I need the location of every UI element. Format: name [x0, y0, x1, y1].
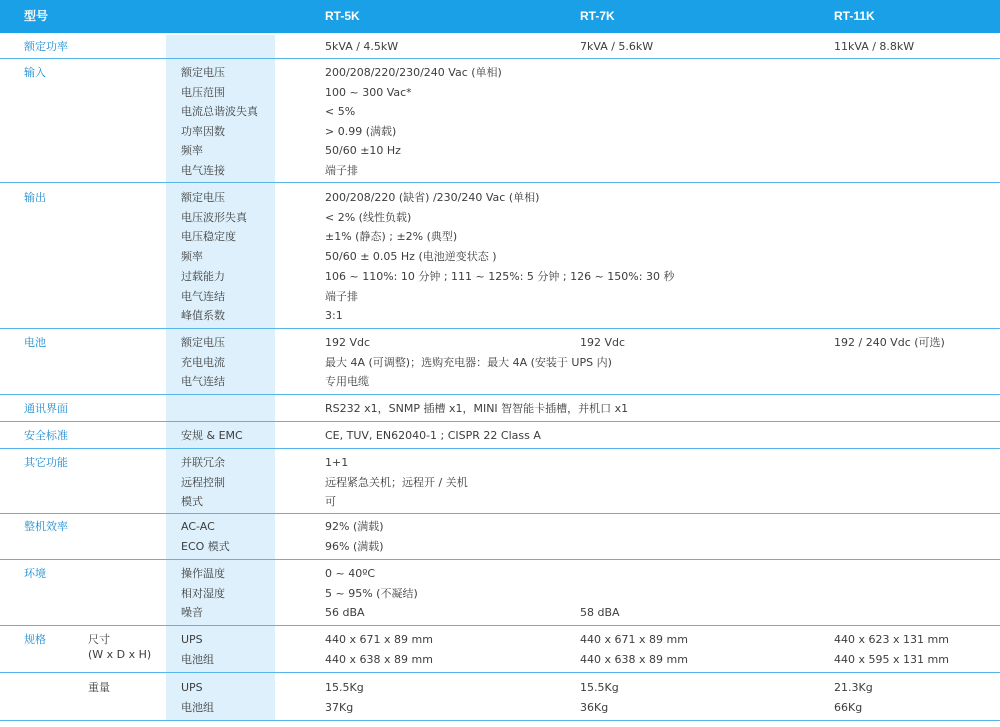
row-label: 额定电压 [181, 191, 225, 204]
value-rt-5k: 端子排 [325, 290, 358, 303]
row-label: 电气连结 [181, 290, 225, 303]
row-label: 额定电压 [181, 336, 225, 349]
value-rt-5k: 50/60 ± 0.05 Hz (电池逆变状态 ) [325, 250, 497, 263]
row-divider [0, 513, 1000, 514]
sub-category-spec: 尺寸 [88, 633, 110, 646]
row-label: 并联冗余 [181, 456, 225, 469]
value-rt-5k: 50/60 ±10 Hz [325, 144, 401, 157]
row-label: 功率因数 [181, 125, 225, 138]
value-rt-7k: 7kVA / 5.6kW [580, 40, 654, 53]
header-rt-5k: RT-5K [325, 9, 360, 23]
row-label: 电池组 [181, 653, 214, 666]
row-label: UPS [181, 633, 203, 646]
category-spec: 规格 [24, 633, 46, 646]
row-label: 模式 [181, 495, 203, 508]
row-divider [0, 448, 1000, 449]
value-rt-11k: 66Kg [834, 701, 863, 714]
value-rt-11k: 440 x 623 x 131 mm [834, 633, 949, 646]
table-header [0, 0, 1000, 33]
value-rt-5k: 端子排 [325, 164, 358, 177]
value-rt-5k: < 5% [325, 105, 356, 118]
row-label: 电气连接 [181, 164, 225, 177]
row-label: 频率 [181, 144, 203, 157]
row-label: 相对湿度 [181, 587, 225, 600]
value-rt-5k: 192 Vdc [325, 336, 371, 349]
category-output: 输出 [24, 191, 46, 204]
value-rt-5k: 56 dBA [325, 606, 365, 619]
category-eff: 整机效率 [24, 520, 68, 533]
row-label: 噪音 [181, 606, 203, 619]
header-rt-11k: RT-11K [834, 9, 875, 23]
value-rt-5k: 100 ~ 300 Vac* [325, 86, 412, 99]
value-rt-7k: 58 dBA [580, 606, 620, 619]
row-label: 充电电流 [181, 356, 225, 369]
category-comm: 通讯界面 [24, 402, 68, 415]
value-rt-5k: 最大 4A (可调整)；选购充电器：最大 4A (安装于 UPS 内) [325, 356, 612, 369]
value-rt-11k: 192 / 240 Vdc (可选) [834, 336, 945, 349]
row-label: 峰值系数 [181, 309, 225, 322]
row-label: 电压范围 [181, 86, 225, 99]
row-label: 电压波形失真 [181, 211, 247, 224]
sub-category-detail-spec: (W x D x H) [88, 648, 152, 661]
value-rt-5k: 远程紧急关机；远程开 / 关机 [325, 476, 468, 489]
row-label: 安规 & EMC [181, 429, 243, 442]
row-label: UPS [181, 681, 203, 694]
value-rt-5k: 92% (满载) [325, 520, 384, 533]
category-power: 额定功率 [24, 40, 68, 53]
value-rt-5k: CE, TUV, EN62040-1 ; CISPR 22 Class A [325, 429, 541, 442]
label-column-bg [166, 35, 275, 58]
header-model: 型号 [24, 9, 49, 23]
value-rt-5k: 专用电缆 [325, 375, 369, 388]
value-rt-11k: 11kVA / 8.8kW [834, 40, 915, 53]
row-label: 操作温度 [181, 567, 225, 580]
row-divider [0, 421, 1000, 422]
header-rt-7k: RT-7K [580, 9, 615, 23]
value-rt-5k: ±1% (静态) ; ±2% (典型) [325, 230, 458, 243]
value-rt-5k: 200/208/220/230/240 Vac (单相) [325, 66, 502, 79]
category-other: 其它功能 [24, 456, 68, 469]
row-label: 电池组 [181, 701, 214, 714]
row-divider [0, 559, 1000, 560]
row-label: 电气连结 [181, 375, 225, 388]
row-label: 频率 [181, 250, 203, 263]
value-rt-5k: 1+1 [325, 456, 349, 469]
row-divider [0, 328, 1000, 329]
value-rt-5k: 3:1 [325, 309, 343, 322]
value-rt-11k: 440 x 595 x 131 mm [834, 653, 949, 666]
row-divider [0, 625, 1000, 626]
value-rt-5k: 5kVA / 4.5kW [325, 40, 399, 53]
row-divider [0, 720, 1000, 721]
row-label: 电压稳定度 [181, 230, 236, 243]
category-input: 输入 [24, 66, 46, 79]
value-rt-5k: 96% (满载) [325, 540, 384, 553]
category-env: 环境 [24, 567, 46, 580]
row-label: ECO 模式 [181, 540, 230, 553]
row-divider [0, 672, 1000, 673]
row-divider [0, 58, 1000, 59]
value-rt-5k: 440 x 638 x 89 mm [325, 653, 433, 666]
row-label: AC-AC [181, 520, 215, 533]
value-rt-7k: 440 x 671 x 89 mm [580, 633, 688, 646]
value-rt-5k: > 0.99 (满载) [325, 125, 397, 138]
value-rt-5k: 440 x 671 x 89 mm [325, 633, 433, 646]
value-rt-7k: 440 x 638 x 89 mm [580, 653, 688, 666]
row-label: 过载能力 [181, 270, 225, 283]
row-label: 额定电压 [181, 66, 225, 79]
value-rt-5k: 200/208/220 (缺省) /230/240 Vac (单相) [325, 191, 540, 204]
row-label: 电流总谐波失真 [181, 105, 258, 118]
value-rt-7k: 192 Vdc [580, 336, 626, 349]
value-rt-5k: 可 [325, 495, 336, 508]
category-battery: 电池 [24, 336, 46, 349]
category-safety: 安全标准 [24, 429, 68, 442]
value-rt-7k: 36Kg [580, 701, 609, 714]
row-label: 远程控制 [181, 476, 225, 489]
value-rt-5k: 5 ~ 95% (不凝结) [325, 587, 418, 600]
label-column-bg [166, 395, 275, 421]
value-rt-5k: < 2% (线性负载) [325, 211, 412, 224]
value-rt-7k: 15.5Kg [580, 681, 619, 694]
value-rt-5k: 15.5Kg [325, 681, 364, 694]
value-rt-5k: 106 ~ 110%: 10 分钟 ; 111 ~ 125%: 5 分钟 ; 126 ~ 150%: 30 秒 [325, 270, 675, 283]
row-divider [0, 394, 1000, 395]
value-rt-5k: 0 ~ 40ºC [325, 567, 376, 580]
row-divider [0, 182, 1000, 183]
value-rt-11k: 21.3Kg [834, 681, 873, 694]
sub-category-weight: 重量 [88, 681, 110, 694]
value-rt-5k: RS232 x1，SNMP 插槽 x1，MINI 智智能卡插槽，并机口 x1 [325, 402, 629, 415]
value-rt-5k: 37Kg [325, 701, 354, 714]
